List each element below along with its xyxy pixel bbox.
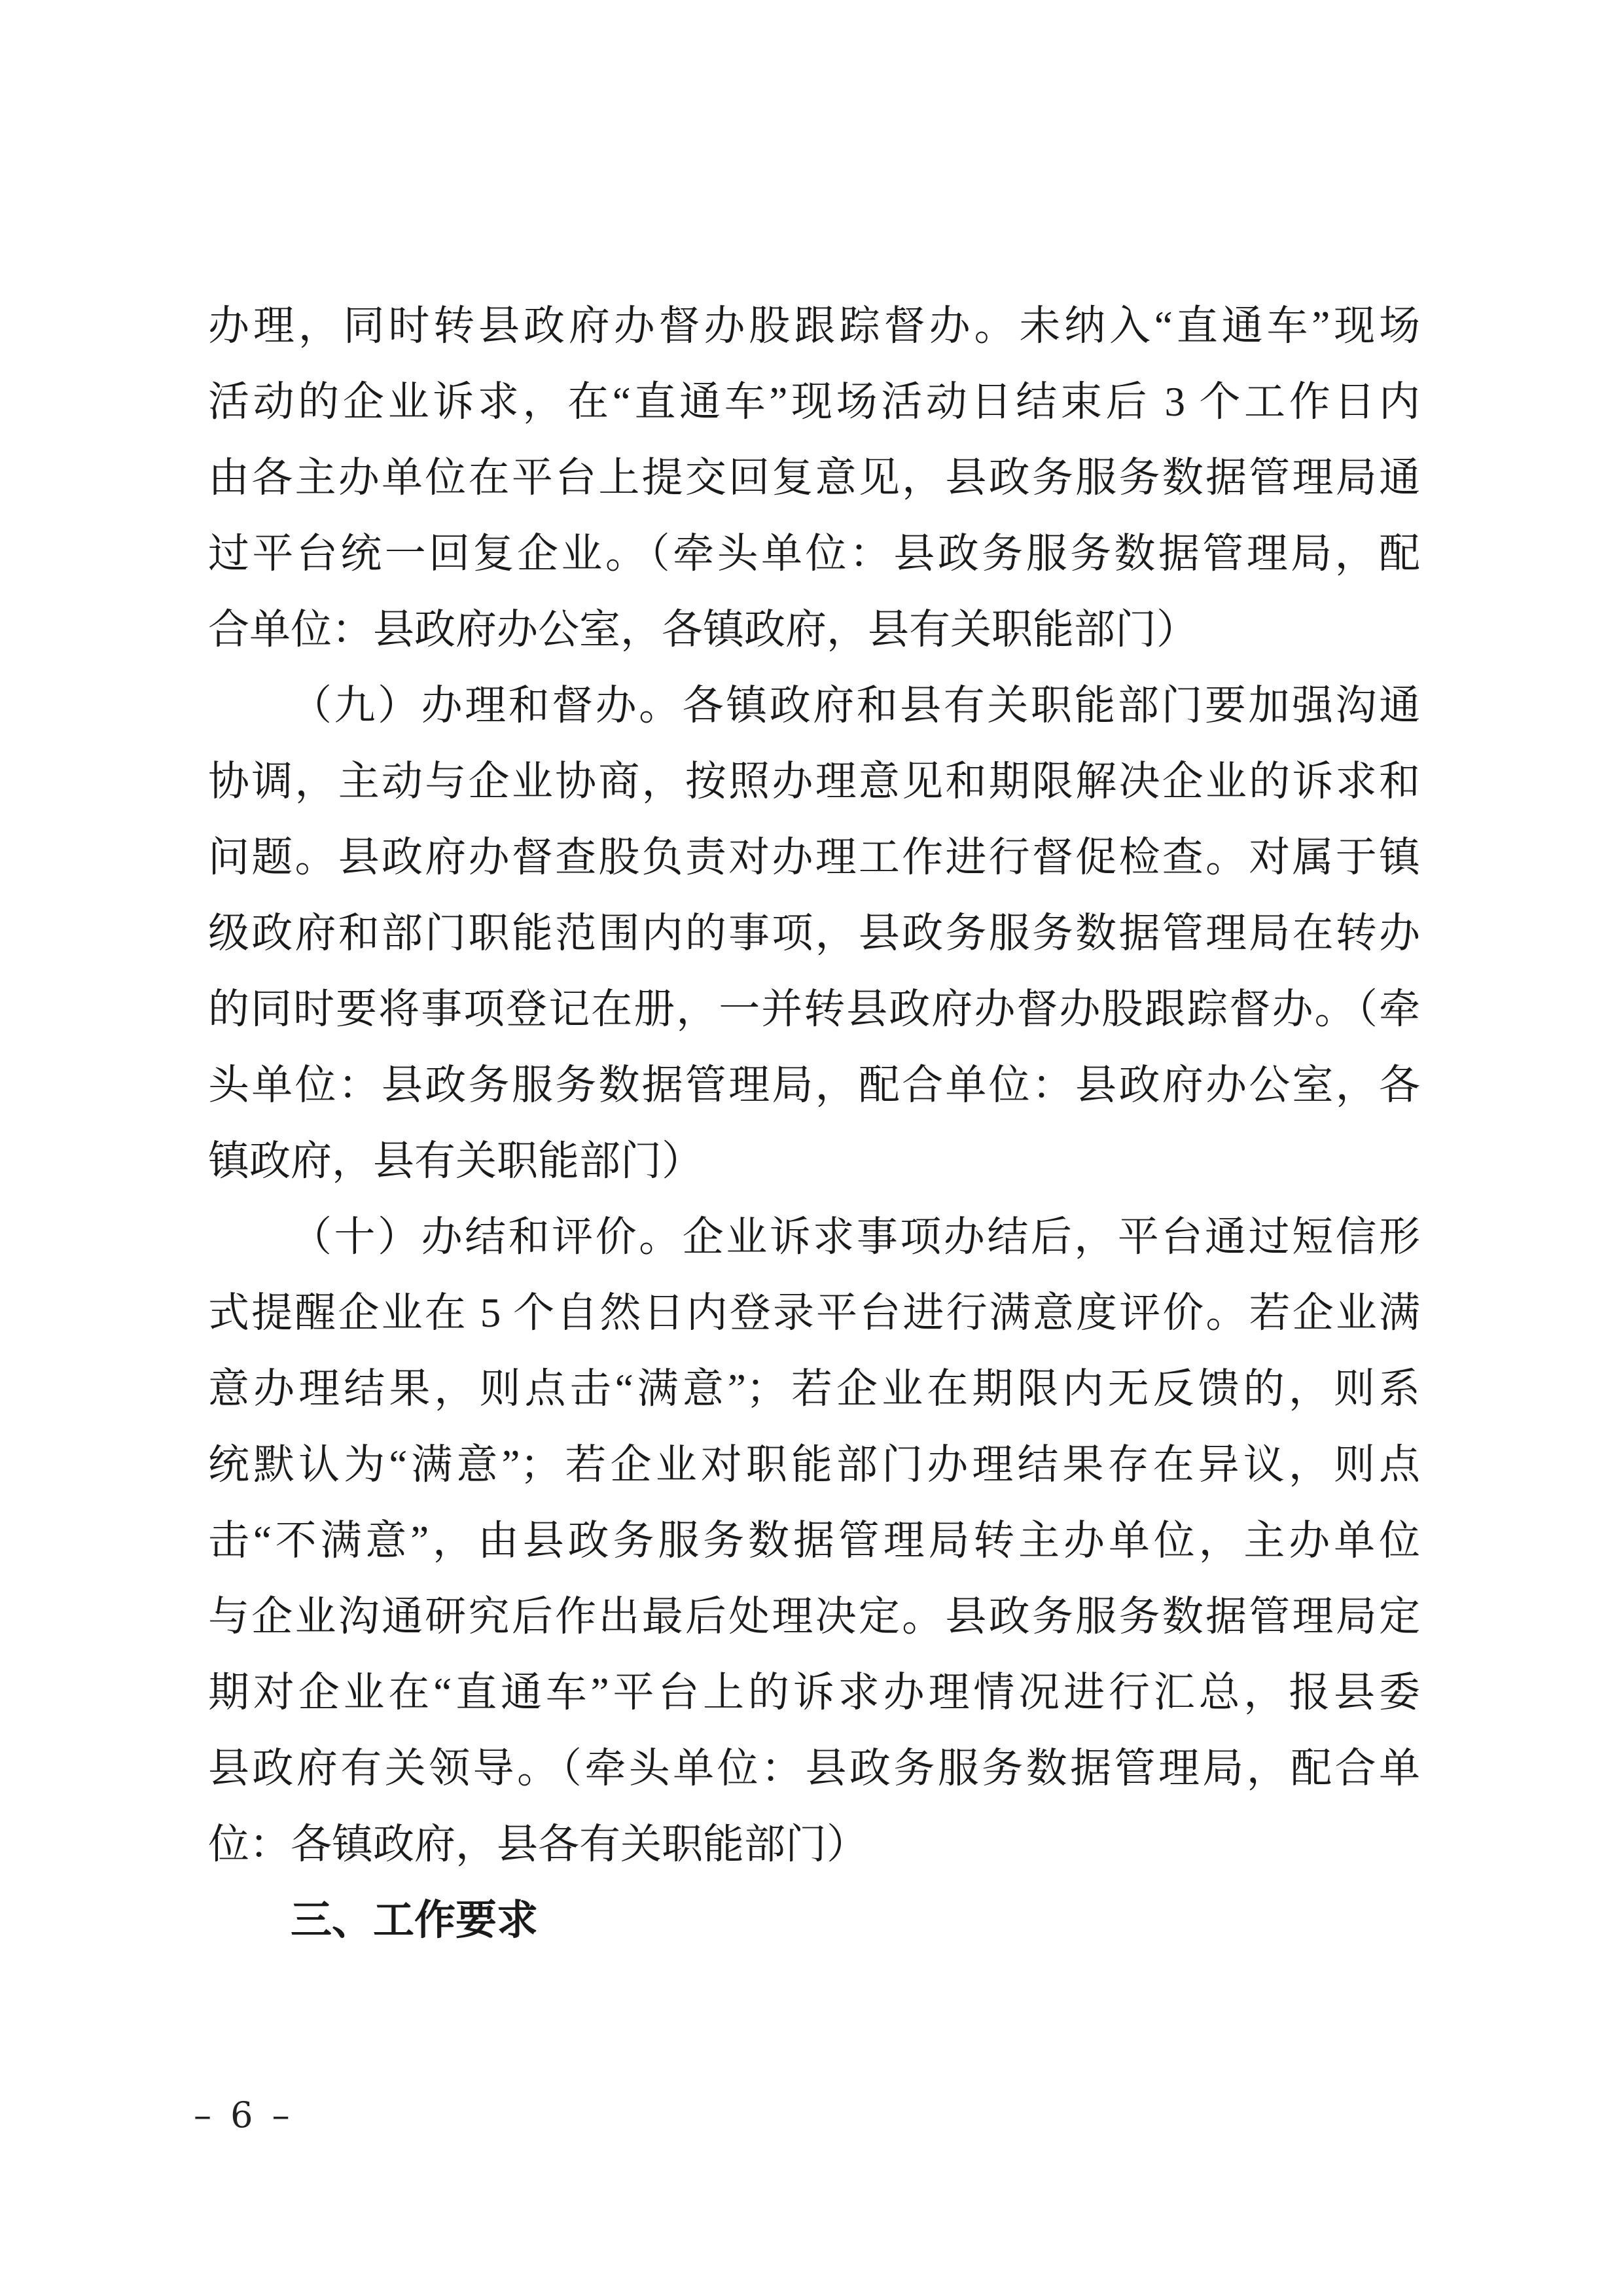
text-run: 级政府和部门职能范围内的事项，县政务服务数据管理局在转办 — [208, 910, 1420, 956]
text-line-11 — [208, 1047, 1420, 1123]
text-run: 企业诉求事项办结后，平台通过短信形 — [682, 1214, 1421, 1260]
text-run: 期对企业在“直通车”平台上的诉求办理情况进行汇总，报县委 — [208, 1670, 1420, 1715]
text-line-21 — [208, 1806, 1420, 1882]
text-run: 活动的企业诉求，在“直通车”现场活动日结束后 3 个工作日内 — [208, 379, 1420, 425]
text-line-4 — [208, 516, 1420, 592]
text-line-14 — [208, 1275, 1420, 1351]
text-line-1 — [208, 288, 1420, 364]
text-line-19 — [208, 1655, 1420, 1731]
text-run: 合单位：县政府办公室，各镇政府，县有关职能部门） — [208, 607, 1198, 653]
text-line-15 — [208, 1351, 1420, 1427]
text-line-20 — [208, 1731, 1420, 1806]
text-run: 协调，主动与企业协商，按照办理意见和期限解决企业的诉求和 — [208, 759, 1420, 804]
text-run: 各镇政府和县有关职能部门要加强沟通 — [682, 683, 1421, 728]
text-line-16 — [208, 1427, 1420, 1503]
text-run: 问题。县政府办督查股负责对办理工作进行督促检查。对属于镇 — [208, 834, 1420, 880]
text-line-17 — [208, 1503, 1420, 1579]
text-line-12 — [208, 1123, 1420, 1199]
text-run: 的同时要将事项登记在册，一并转县政府办督办股跟踪督办。（牵 — [208, 986, 1420, 1032]
text-run: 与企业沟通研究后作出最后处理决定。县政务服务数据管理局定 — [208, 1594, 1420, 1640]
text-run: 办理，同时转县政府办督办股跟踪督办。未纳入“直通车”现场 — [208, 303, 1420, 349]
text-run: 位：各镇政府，县各有关职能部门） — [208, 1821, 868, 1867]
text-run: 头单位：县政务服务数据管理局，配合单位：县政府办公室，各 — [208, 1062, 1420, 1108]
text-run: 统默认为“满意”；若企业对职能部门办理结果存在异议，则点 — [208, 1442, 1420, 1488]
text-run: 由各主办单位在平台上提交回复意见，县政务服务数据管理局通 — [208, 455, 1420, 501]
text-line-6 — [208, 668, 1420, 744]
page-number: – 6 – — [194, 2094, 294, 2136]
text-run: 过平台统一回复企业。（牵头单位：县政务服务数据管理局，配 — [208, 531, 1420, 577]
text-line-8 — [208, 819, 1420, 895]
text-line-22 — [208, 1882, 1420, 1958]
text-line-7 — [208, 744, 1420, 819]
text-line-9 — [208, 895, 1420, 971]
text-run: 意办理结果，则点击“满意”；若企业在期限内无反馈的，则系 — [208, 1366, 1420, 1412]
text-run: 击“不满意”，由县政务服务数据管理局转主办单位，主办单位 — [208, 1518, 1420, 1564]
section-lead-in: （十）办结和评价。 — [291, 1214, 683, 1260]
text-line-13 — [208, 1199, 1420, 1275]
document-body — [208, 288, 1420, 1958]
text-run: 镇政府，县有关职能部门） — [208, 1138, 703, 1184]
section-heading: 三、工作要求 — [291, 1897, 538, 1943]
text-line-2 — [208, 364, 1420, 440]
text-run: 县政府有关领导。（牵头单位：县政务服务数据管理局，配合单 — [208, 1746, 1420, 1791]
text-line-18 — [208, 1579, 1420, 1655]
section-lead-in: （九）办理和督办。 — [291, 683, 683, 728]
text-line-10 — [208, 971, 1420, 1047]
text-run: 式提醒企业在 5 个自然日内登录平台进行满意度评价。若企业满 — [208, 1290, 1420, 1336]
text-line-3 — [208, 440, 1420, 516]
text-line-5 — [208, 592, 1420, 668]
